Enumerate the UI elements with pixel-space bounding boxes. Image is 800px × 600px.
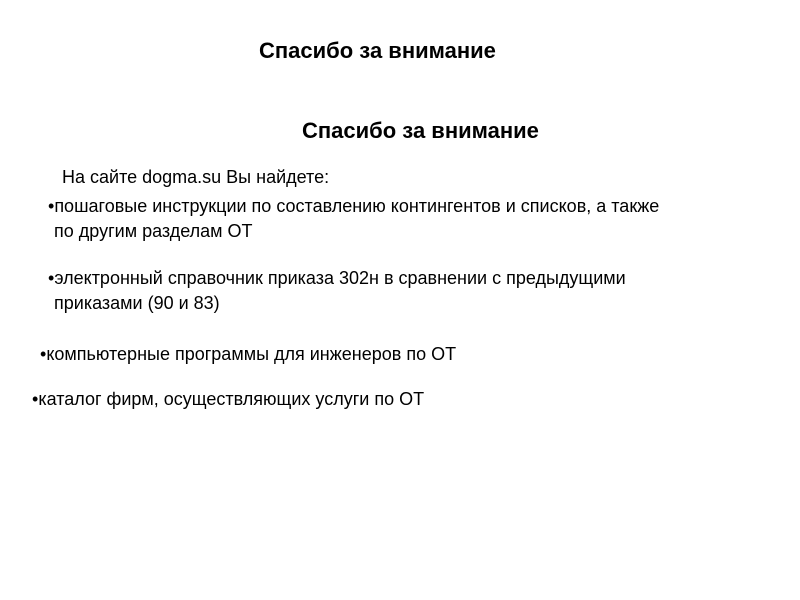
- bullet-line-1: [48, 194, 659, 219]
- bullet-text: электронный справочник приказа 302н в сравнении с предыдущими: [54, 268, 626, 288]
- bullet-text: компьютерные программы для инженеров по ОТ: [46, 344, 457, 364]
- bullet-mark: •: [48, 268, 55, 288]
- bullet-text: пошаговые инструкции по составлению контингентов и списков, а также: [54, 196, 660, 216]
- bullet-text: каталог фирм, осуществляющих услуги по ОТ: [38, 389, 425, 409]
- bullet-mark: •: [32, 389, 39, 409]
- bullet-item: [40, 342, 456, 367]
- intro-text: На сайте dogma.su Вы найдете:: [62, 167, 330, 187]
- bullet-line-1: [32, 387, 424, 412]
- bullet-item: [48, 266, 626, 316]
- bullet-mark: •: [48, 196, 55, 216]
- bullet-line-2: по другим разделам ОТ: [54, 221, 253, 241]
- slide-title: Спасибо за внимание: [259, 38, 496, 63]
- bullet-line-1: [40, 342, 456, 367]
- bullet-line-1: [48, 266, 626, 291]
- bullet-line-2: приказами (90 и 83): [54, 293, 220, 313]
- bullet-item: [32, 387, 424, 412]
- slide-subtitle: Спасибо за внимание: [302, 118, 539, 143]
- bullet-mark: •: [40, 344, 47, 364]
- bullet-item: [48, 194, 659, 244]
